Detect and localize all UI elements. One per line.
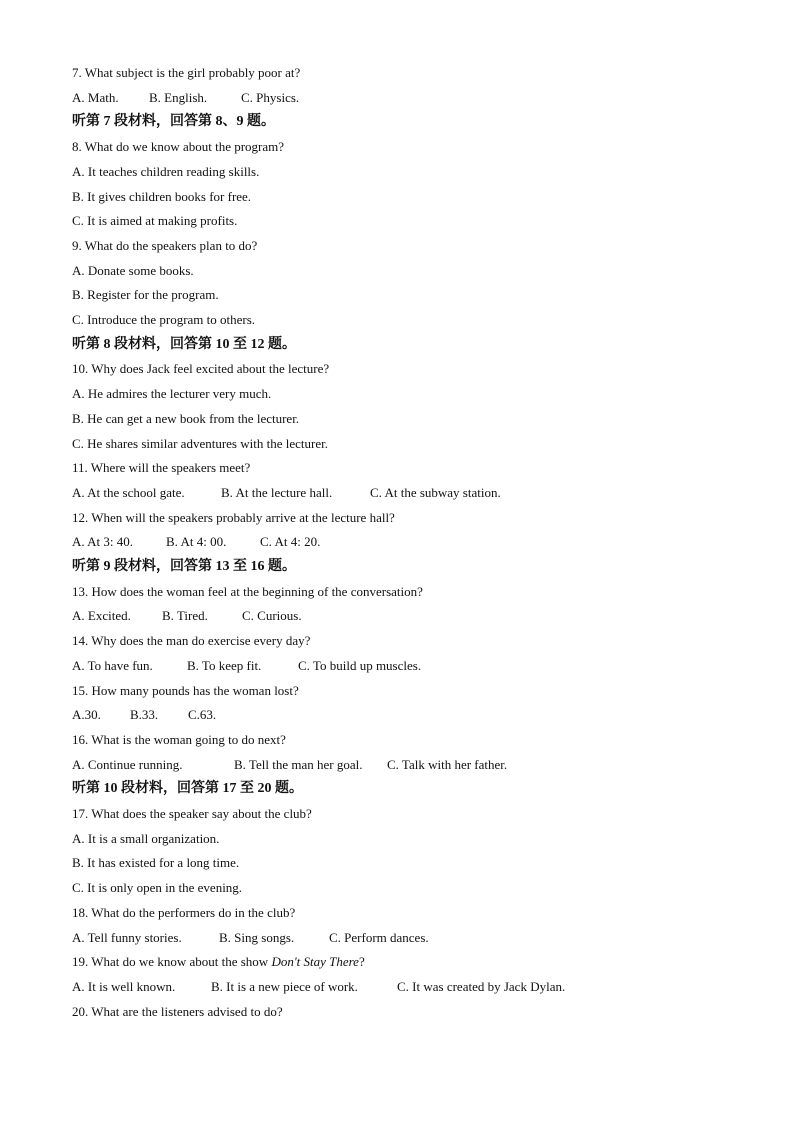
options-14	[72, 658, 421, 674]
options-19	[72, 979, 565, 995]
options-18	[72, 930, 429, 946]
question-13: 13. How does the woman feel at the beginning of the conversation?	[72, 584, 423, 599]
option-c: C. Talk with her father.	[387, 757, 508, 772]
question-14: 14. Why does the man do exercise every day?	[72, 633, 311, 648]
question-10: 10. Why does Jack feel excited about the lecture?	[72, 361, 330, 376]
option-b: B. At 4: 00.	[166, 534, 227, 549]
option-9a: A. Donate some books.	[72, 263, 194, 278]
question-12: 12. When will the speakers probably arrive at the lecture hall?	[72, 510, 395, 525]
options-12	[72, 534, 320, 550]
option-c: C. Physics.	[241, 90, 300, 105]
options-16	[72, 757, 507, 773]
option-10c: C. He shares similar adventures with the lecturer.	[72, 436, 328, 451]
option-b: B. To keep fit.	[187, 658, 262, 673]
option-17c: C. It is only open in the evening.	[72, 880, 243, 895]
option-a: A.30.	[72, 707, 101, 722]
option-c: C. It was created by Jack Dylan.	[397, 979, 566, 994]
option-b: B. At the lecture hall.	[221, 485, 333, 500]
question-8: 8. What do we know about the program?	[72, 139, 285, 154]
option-a: A. Math.	[72, 90, 119, 105]
option-17a: A. It is a small organization.	[72, 831, 220, 846]
question-19	[72, 954, 365, 970]
options-13	[72, 608, 302, 624]
option-b: B. English.	[149, 90, 208, 105]
question-19-suffix: ?	[358, 954, 365, 969]
option-c: C. At 4: 20.	[260, 534, 321, 549]
option-9c: C. Introduce the program to others.	[72, 312, 256, 327]
option-17b: B. It has existed for a long time.	[72, 855, 240, 870]
question-16: 16. What is the woman going to do next?	[72, 732, 286, 747]
option-a: A. Excited.	[72, 608, 131, 623]
option-c: C. Perform dances.	[329, 930, 429, 945]
option-a: A. At 3: 40.	[72, 534, 134, 549]
option-a: A. Continue running.	[72, 757, 183, 772]
option-b: B. Tired.	[162, 608, 208, 623]
option-a: A. At the school gate.	[72, 485, 185, 500]
option-b: B. It is a new piece of work.	[211, 979, 358, 994]
option-a: A. Tell funny stories.	[72, 930, 182, 945]
option-c: C.63.	[188, 707, 217, 722]
options-7	[72, 90, 299, 106]
question-17: 17. What does the speaker say about the club?	[72, 806, 312, 821]
question-19-prefix: 19. What do we know about the show	[72, 954, 272, 969]
question-15: 15. How many pounds has the woman lost?	[72, 683, 299, 698]
question-7: 7. What subject is the girl probably poor at?	[72, 65, 301, 80]
option-c: C. At the subway station.	[370, 485, 501, 500]
option-10b: B. He can get a new book from the lecturer.	[72, 411, 300, 426]
option-10a: A. He admires the lecturer very much.	[72, 386, 272, 401]
section-heading-7: 听第 7 段材料，回答第 8、9 题。	[72, 114, 275, 129]
section-heading-8: 听第 8 段材料，回答第 10 至 12 题。	[72, 337, 296, 352]
question-18: 18. What do the performers do in the club?	[72, 905, 296, 920]
option-8a: A. It teaches children reading skills.	[72, 164, 260, 179]
options-15	[72, 707, 216, 723]
question-20: 20. What are the listeners advised to do?	[72, 1004, 283, 1019]
option-b: B. Tell the man her goal.	[234, 757, 363, 772]
section-heading-10: 听第 10 段材料，回答第 17 至 20 题。	[72, 781, 303, 796]
option-a: A. To have fun.	[72, 658, 153, 673]
options-11	[72, 485, 501, 501]
option-9b: B. Register for the program.	[72, 287, 219, 302]
option-8b: B. It gives children books for free.	[72, 189, 252, 204]
question-9: 9. What do the speakers plan to do?	[72, 238, 258, 253]
section-heading-9: 听第 9 段材料，回答第 13 至 16 题。	[72, 559, 296, 574]
question-11: 11. Where will the speakers meet?	[72, 460, 251, 475]
option-c: C. Curious.	[242, 608, 302, 623]
option-c: C. To build up muscles.	[298, 658, 422, 673]
show-title: Don't Stay There	[271, 954, 359, 969]
option-8c: C. It is aimed at making profits.	[72, 213, 238, 228]
option-b: B.33.	[130, 707, 159, 722]
option-b: B. Sing songs.	[219, 930, 295, 945]
option-a: A. It is well known.	[72, 979, 176, 994]
